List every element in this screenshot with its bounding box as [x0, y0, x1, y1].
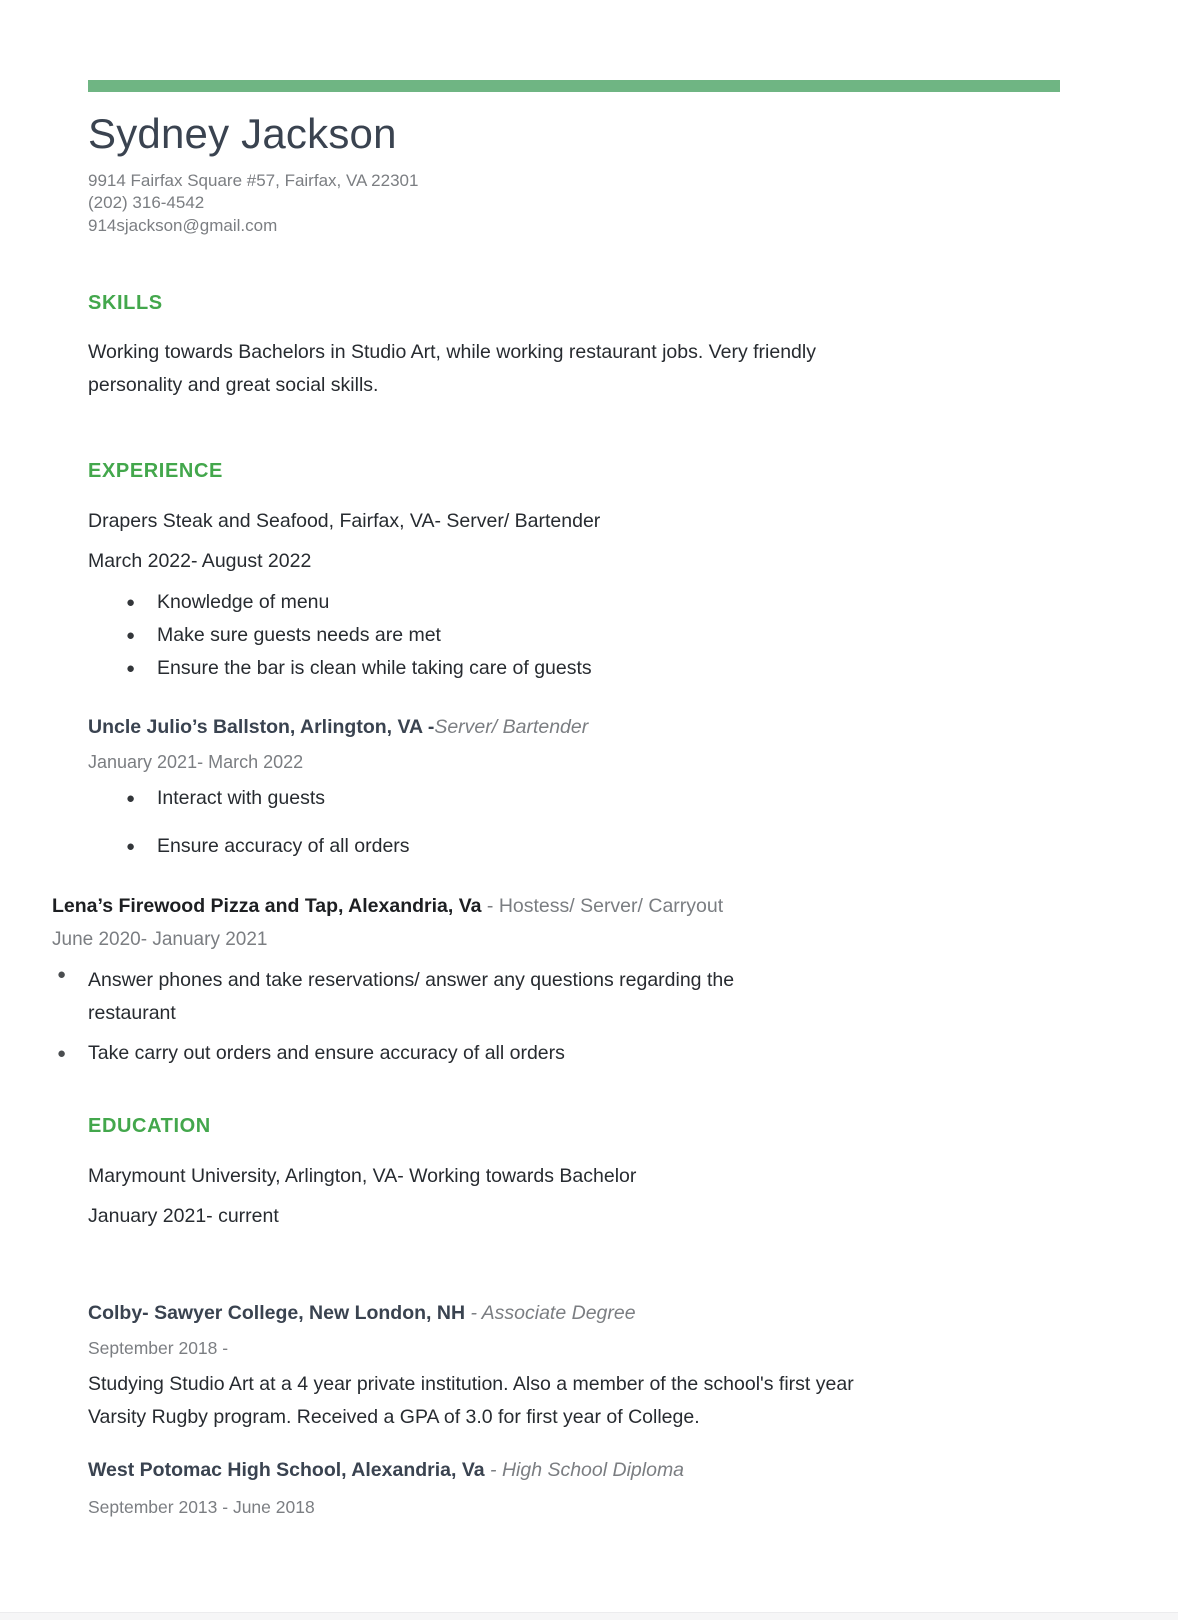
job-bullets-lenas	[57, 964, 788, 1064]
contact-address: 9914 Fairfax Square #57, Fairfax, VA 22301	[88, 171, 419, 190]
list-item	[57, 964, 788, 1030]
list-item	[126, 658, 592, 679]
school-dates-marymount: January 2021- current	[88, 1205, 279, 1227]
school-degree: - Associate Degree	[465, 1302, 636, 1324]
person-name: Sydney Jackson	[88, 110, 397, 157]
experience-heading: EXPERIENCE	[88, 460, 223, 482]
skills-summary: Working towards Bachelors in Studio Art, while working restaurant jobs. Very friendly personality and great social skills.	[88, 341, 816, 396]
bullet-icon: ●	[57, 966, 67, 983]
school-west-potomac	[88, 1459, 684, 1482]
list-item	[126, 836, 410, 857]
school-name-bold: Colby- Sawyer College, New London, NH	[88, 1302, 466, 1324]
list-item	[126, 625, 592, 646]
bullet-icon: ●	[57, 1045, 67, 1062]
contact-email: 914sjackson@gmail.com	[88, 215, 278, 235]
job-dates-drapers: March 2022- August 2022	[88, 550, 312, 572]
bullet-icon: ●	[126, 594, 136, 611]
accent-bar	[88, 80, 1060, 92]
school-description-colby: Studying Studio Art at a 4 year private institution. Also a member of the school's first year Varsity Rugby program. Received a GPA of 3.0 for first year of College.	[88, 1373, 854, 1428]
school-colby-sawyer	[88, 1302, 636, 1325]
bullet-label: Ensure the bar is clean while taking care of guests	[157, 657, 592, 679]
job-bullets-drapers	[126, 592, 592, 679]
list-item	[126, 788, 410, 809]
bullet-icon: ●	[126, 790, 136, 807]
job-name-bold: Uncle Julio’s Ballston, Arlington, VA -	[88, 716, 435, 738]
school-dates-west-potomac: September 2013 - June 2018	[88, 1497, 315, 1517]
bullet-icon: ●	[126, 838, 136, 855]
job-bullets-uncle-julios	[126, 788, 410, 857]
school-degree: - High School Diploma	[484, 1459, 685, 1481]
bullet-label: Knowledge of menu	[157, 591, 330, 613]
bullet-icon: ●	[126, 660, 136, 677]
list-item	[126, 592, 592, 613]
bullet-label: Make sure guests needs are met	[157, 624, 441, 646]
job-role: Server/ Bartender	[434, 716, 589, 738]
job-role: - Hostess/ Server/ Carryout	[481, 895, 724, 917]
job-dates-lenas: June 2020- January 2021	[52, 929, 268, 950]
bullet-label: Interact with guests	[157, 787, 325, 809]
bullet-label: Take carry out orders and ensure accuracy of all orders	[88, 1042, 565, 1064]
skills-heading: SKILLS	[88, 292, 163, 314]
education-heading: EDUCATION	[88, 1115, 211, 1137]
job-dates-uncle-julios: January 2021- March 2022	[88, 752, 304, 772]
bullet-label: Ensure accuracy of all orders	[157, 835, 410, 857]
school-marymount: Marymount University, Arlington, VA- Working towards Bachelor	[88, 1165, 637, 1187]
job-name-bold: Lena’s Firewood Pizza and Tap, Alexandria, Va	[52, 895, 482, 917]
contact-phone: (202) 316-4542	[88, 193, 205, 213]
school-name-bold: West Potomac High School, Alexandria, Va	[88, 1459, 485, 1481]
job-title-uncle-julios	[88, 716, 588, 739]
bullet-label: Answer phones and take reservations/ answer any questions regarding the restaurant	[88, 969, 735, 1024]
page-bottom-edge	[0, 1612, 1178, 1620]
school-dates-colby: September 2018 -	[88, 1338, 229, 1358]
list-item	[57, 1043, 788, 1064]
bullet-icon: ●	[126, 627, 136, 644]
job-title-lenas	[52, 895, 723, 918]
job-title-drapers: Drapers Steak and Seafood, Fairfax, VA- Server/ Bartender	[88, 510, 601, 532]
contact-block	[88, 170, 418, 237]
